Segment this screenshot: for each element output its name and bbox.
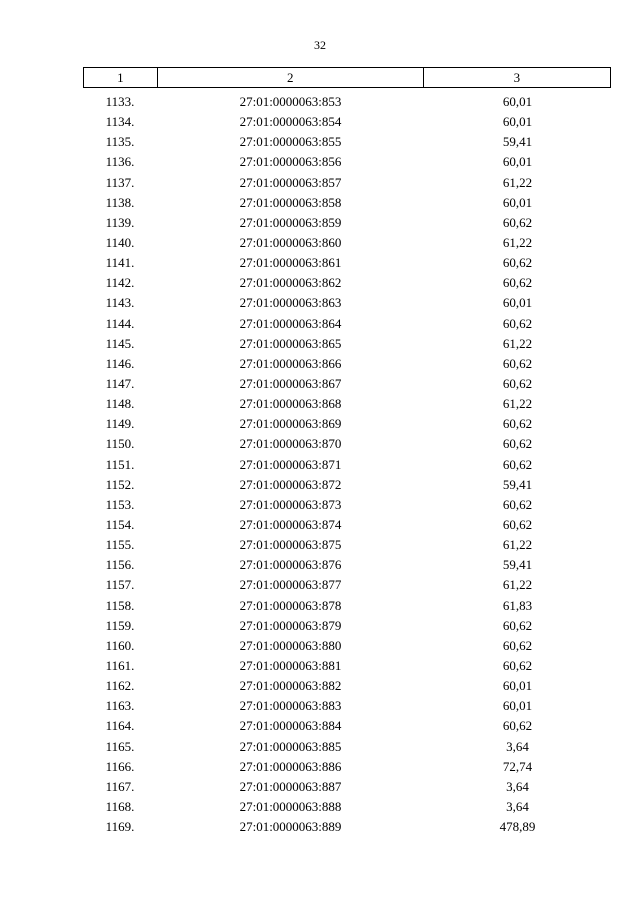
- cadastral-number: 27:01:0000063:869: [239, 416, 342, 432]
- table-row: [83, 334, 611, 354]
- header-col-1: 1: [84, 68, 158, 87]
- table-row: [83, 193, 611, 213]
- table-row: [83, 414, 611, 434]
- area-value: 60,62: [502, 436, 533, 452]
- table-row: [83, 676, 611, 696]
- area-value: 59,41: [502, 476, 533, 492]
- cadastral-number: 27:01:0000063:884: [239, 718, 342, 734]
- cadastral-number: 27:01:0000063:856: [239, 154, 342, 170]
- header-col-3: 3: [513, 69, 521, 85]
- table-row: [83, 314, 611, 334]
- cadastral-number: 27:01:0000063:874: [239, 516, 342, 532]
- area-value: 61,22: [502, 396, 533, 412]
- cadastral-number: 27:01:0000063:858: [239, 194, 342, 210]
- cadastral-table: [83, 67, 611, 837]
- area-value: 61,22: [502, 234, 533, 250]
- row-number: 1141.: [105, 255, 135, 271]
- row-number: 1156.: [105, 557, 135, 573]
- area-value: 60,01: [502, 194, 533, 210]
- row-number: 1148.: [105, 396, 135, 412]
- area-value: 60,62: [502, 516, 533, 532]
- cadastral-number: 27:01:0000063:872: [239, 476, 342, 492]
- cadastral-number: 27:01:0000063:876: [239, 557, 342, 573]
- area-value: 61,22: [502, 174, 533, 190]
- cadastral-number: 27:01:0000063:889: [239, 819, 342, 835]
- table-row: [83, 716, 611, 736]
- row-number: 1165.: [105, 738, 135, 754]
- area-value: 60,62: [502, 718, 533, 734]
- area-value: 60,01: [502, 94, 533, 109]
- cadastral-number: 27:01:0000063:875: [239, 537, 342, 553]
- cadastral-number: 27:01:0000063:865: [239, 335, 342, 351]
- row-number: 1162.: [105, 678, 135, 694]
- table-row: [83, 656, 611, 676]
- row-number: 1154.: [105, 516, 135, 532]
- area-value: 61,22: [502, 335, 533, 351]
- area-value: 60,62: [502, 456, 533, 472]
- cadastral-number: 27:01:0000063:879: [239, 617, 342, 633]
- row-number: 1138.: [105, 194, 135, 210]
- table-row: [83, 132, 611, 152]
- cadastral-number: 27:01:0000063:882: [239, 678, 342, 694]
- area-value: 61,83: [502, 597, 533, 613]
- area-value: 61,22: [502, 577, 533, 593]
- row-number: 1164.: [105, 718, 135, 734]
- row-number: 1151.: [105, 456, 135, 472]
- row-number: 1144.: [105, 315, 135, 331]
- area-value: 60,62: [502, 315, 533, 331]
- area-value: 60,01: [502, 154, 533, 170]
- area-value: 3,64: [506, 778, 529, 794]
- table-row: [83, 354, 611, 374]
- cadastral-number: 27:01:0000063:870: [239, 436, 342, 452]
- row-number: 1159.: [105, 617, 135, 633]
- area-value: 478,89: [499, 819, 536, 835]
- table-row: [83, 696, 611, 716]
- table-row: [83, 92, 611, 112]
- table-row: [83, 112, 611, 132]
- row-number: 1163.: [105, 698, 135, 714]
- row-number: 1134.: [105, 114, 135, 130]
- area-value: 60,01: [502, 678, 533, 694]
- table-row: [83, 575, 611, 595]
- table-row: [83, 616, 611, 636]
- row-number: 1149.: [105, 416, 135, 432]
- cadastral-number: 27:01:0000063:868: [239, 396, 342, 412]
- row-number: 1142.: [105, 275, 135, 291]
- area-value: 60,01: [502, 698, 533, 714]
- cadastral-number: 27:01:0000063:888: [239, 798, 342, 814]
- area-value: 60,62: [502, 375, 533, 391]
- area-value: 60,62: [502, 637, 533, 653]
- row-number: 1155.: [105, 537, 135, 553]
- area-value: 60,62: [502, 275, 533, 291]
- header-col-2: 2: [158, 68, 424, 87]
- cadastral-number: 27:01:0000063:877: [239, 577, 342, 593]
- row-number: 1157.: [105, 577, 135, 593]
- cadastral-number: 27:01:0000063:855: [239, 134, 342, 150]
- table-row: [83, 152, 611, 172]
- table-row: [83, 817, 611, 837]
- table-row: [83, 535, 611, 555]
- cadastral-number: 27:01:0000063:866: [239, 355, 342, 371]
- area-value: 60,62: [502, 214, 533, 230]
- cadastral-number: 27:01:0000063:867: [239, 375, 342, 391]
- area-value: 3,64: [506, 738, 529, 754]
- row-number: 1145.: [105, 335, 135, 351]
- cadastral-number: 27:01:0000063:853: [239, 94, 342, 109]
- row-number: 1153.: [105, 496, 135, 512]
- table-row: [83, 293, 611, 313]
- area-value: 61,22: [502, 537, 533, 553]
- row-number: 1135.: [105, 134, 135, 150]
- area-value: 60,62: [502, 416, 533, 432]
- table-row: [83, 797, 611, 817]
- row-number: 1147.: [105, 375, 135, 391]
- area-value: 60,62: [502, 355, 533, 371]
- table-row: [83, 515, 611, 535]
- cadastral-number: 27:01:0000063:880: [239, 637, 342, 653]
- row-number: 1137.: [105, 174, 135, 190]
- table-row: [83, 213, 611, 233]
- table-row: [83, 596, 611, 616]
- row-number: 1158.: [105, 597, 135, 613]
- table-row: [83, 495, 611, 515]
- cadastral-number: 27:01:0000063:881: [239, 657, 342, 673]
- area-value: 60,01: [502, 114, 533, 130]
- cadastral-number: 27:01:0000063:863: [239, 295, 342, 311]
- row-number: 1161.: [105, 657, 135, 673]
- area-value: 60,01: [502, 295, 533, 311]
- area-value: 60,62: [502, 255, 533, 271]
- table-row: [83, 455, 611, 475]
- table-row: [83, 173, 611, 193]
- cadastral-number: 27:01:0000063:860: [239, 234, 342, 250]
- cadastral-number: 27:01:0000063:862: [239, 275, 342, 291]
- area-value: 72,74: [502, 758, 533, 774]
- area-value: 60,62: [502, 496, 533, 512]
- cadastral-number: 27:01:0000063:886: [239, 758, 342, 774]
- table-row: [83, 555, 611, 575]
- table-body: [83, 92, 611, 837]
- table-row: [83, 434, 611, 454]
- area-value: 59,41: [502, 134, 533, 150]
- row-number: 1150.: [105, 436, 135, 452]
- row-number: 1160.: [105, 637, 135, 653]
- cadastral-number: 27:01:0000063:883: [239, 698, 342, 714]
- table-row: [83, 374, 611, 394]
- area-value: 60,62: [502, 657, 533, 673]
- cadastral-number: 27:01:0000063:878: [239, 597, 342, 613]
- table-header-row: [83, 67, 611, 88]
- cadastral-number: 27:01:0000063:859: [239, 214, 342, 230]
- table-row: [83, 636, 611, 656]
- area-value: 60,62: [502, 617, 533, 633]
- row-number: 1166.: [105, 758, 135, 774]
- row-number: 1169.: [105, 819, 135, 835]
- table-row: [83, 737, 611, 757]
- cadastral-number: 27:01:0000063:861: [239, 255, 342, 271]
- cadastral-number: 27:01:0000063:871: [239, 456, 342, 472]
- row-number: 1167.: [105, 778, 135, 794]
- table-row: [83, 253, 611, 273]
- table-row: [83, 273, 611, 293]
- table-row: [83, 757, 611, 777]
- cadastral-number: 27:01:0000063:885: [239, 738, 342, 754]
- row-number: 1152.: [105, 476, 135, 492]
- row-number: 1168.: [105, 798, 135, 814]
- area-value: 59,41: [502, 557, 533, 573]
- cadastral-number: 27:01:0000063:854: [239, 114, 342, 130]
- row-number: 1136.: [105, 154, 135, 170]
- cadastral-number: 27:01:0000063:857: [239, 174, 342, 190]
- cadastral-number: 27:01:0000063:873: [239, 496, 342, 512]
- area-value: 3,64: [506, 798, 529, 814]
- table-row: [83, 475, 611, 495]
- row-number: 1143.: [105, 295, 135, 311]
- row-number: 1139.: [105, 214, 135, 230]
- table-row: [83, 777, 611, 797]
- table-row: [83, 233, 611, 253]
- table-row: [83, 394, 611, 414]
- row-number: 1146.: [105, 355, 135, 371]
- row-number: 1140.: [105, 234, 135, 250]
- cadastral-number: 27:01:0000063:864: [239, 315, 342, 331]
- page-number: 32: [314, 38, 326, 52]
- cadastral-number: 27:01:0000063:887: [239, 778, 342, 794]
- row-number: 1133.: [105, 94, 135, 109]
